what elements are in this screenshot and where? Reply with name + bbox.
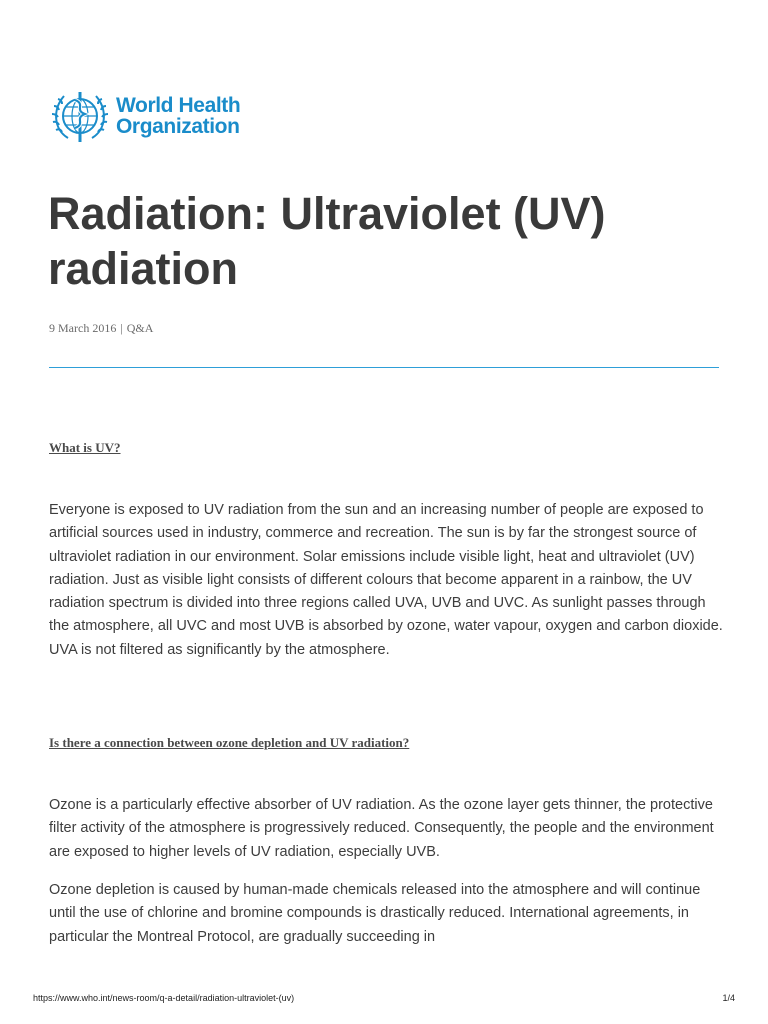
section-heading-ozone-depletion: Is there a connection between ozone depletion and UV radiation? — [49, 735, 410, 750]
content-type: Q&A — [126, 321, 154, 335]
page-title: Radiation: Ultraviolet (UV) radiation — [48, 188, 606, 294]
paragraph: Ozone is a particularly effective absorber of UV radiation. As the ozone layer gets thinner, the protective filter activity of the atmosphere is progressively reduced. Consequently, the people and the environment are exposed to higher levels of UV radiation, especially UVB. — [49, 797, 714, 860]
meta-separator: | — [120, 321, 123, 335]
article-meta — [49, 321, 153, 336]
title-divider — [49, 367, 719, 368]
who-logo — [48, 86, 240, 146]
paragraph: Ozone depletion is caused by human-made chemicals released into the atmosphere and will continue until the use of chlorine and bromine compounds is drastically reduced. International agreements, in particular the Montreal Protocol, are gradually succeeding in — [49, 882, 701, 945]
section-heading-what-is-uv: What is UV? — [49, 440, 121, 455]
publish-date: 9 March 2016 — [49, 321, 117, 335]
footer-page-number: 1/4 — [722, 993, 735, 1003]
wordmark-line-1: World Health — [116, 94, 241, 117]
wordmark-line-2: Organization — [116, 115, 240, 138]
footer-url: https://www.who.int/news-room/q-a-detail/radiation-ultraviolet-(uv) — [33, 993, 295, 1003]
who-emblem-icon — [48, 86, 112, 146]
who-wordmark[interactable] — [116, 95, 240, 137]
paragraph: Everyone is exposed to UV radiation from the sun and an increasing number of people are exposed to artificial sources used in industry, commerce and recreation. The sun is by far the strongest source of ultraviolet radiation in our environment. Solar emissions include visible light, heat and ultraviolet (UV) radiation. Just as visible light consists of different colours that become apparent in a rainbow, the UV radiation spectrum is divided into three regions called UVA, UVB and UVC. As sunlight passes through the atmosphere, all UVC and most UVB is absorbed by ozone, water vapour, oxygen and carbon dioxide. UVA is not filtered as significantly by the atmosphere. — [49, 502, 723, 658]
